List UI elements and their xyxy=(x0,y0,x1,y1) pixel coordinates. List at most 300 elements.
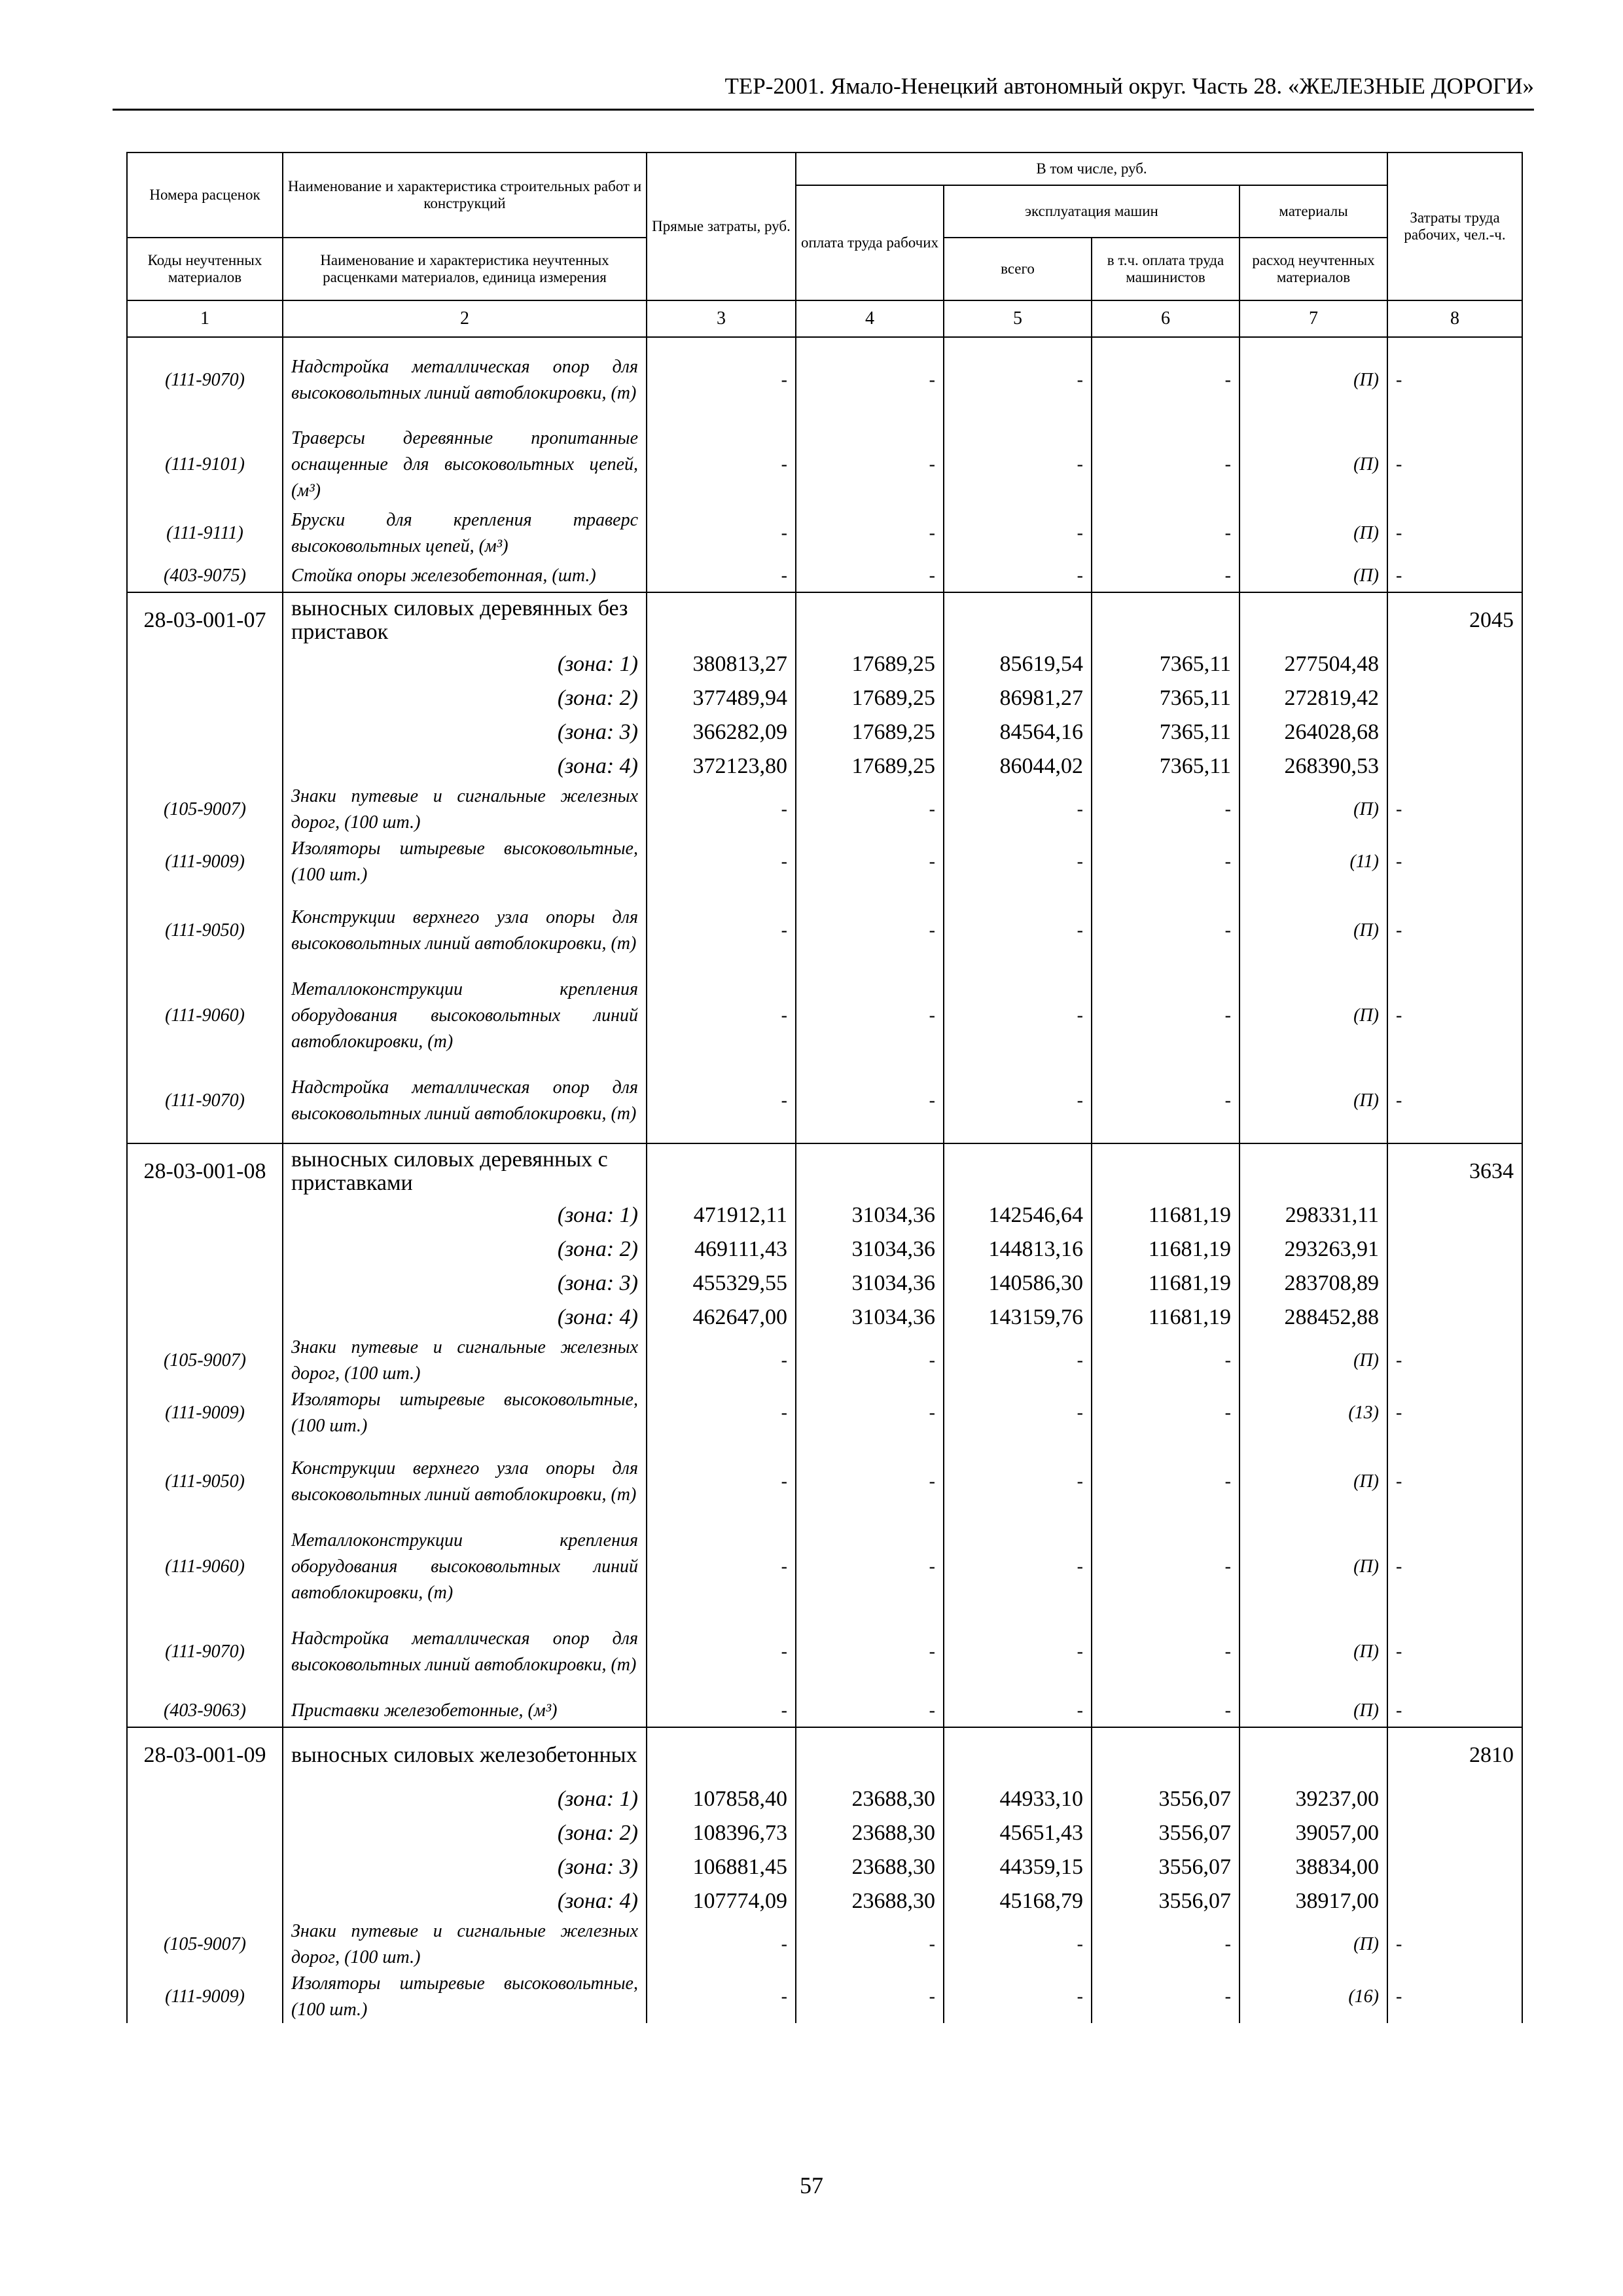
column-number: 6 xyxy=(1092,300,1240,337)
labor-costs-value: - xyxy=(1387,1387,1522,1439)
material-name: Конструкции верхнего узла опоры для высоковольтных линий автоблокировки, (т) xyxy=(283,1439,647,1524)
empty-cell xyxy=(647,1727,796,1782)
machinist-pay-value: 3556,07 xyxy=(1092,1884,1240,1918)
machinist-pay-value: - xyxy=(1092,337,1240,422)
zone-row xyxy=(127,1816,1522,1850)
direct-costs-value: - xyxy=(647,337,796,422)
material-consumption-value: 298331,11 xyxy=(1240,1198,1387,1232)
material-code: (111-9070) xyxy=(127,1058,283,1143)
machines-total-value: - xyxy=(944,1971,1092,2023)
empty-cell xyxy=(647,1143,796,1198)
direct-costs-value: 106881,45 xyxy=(647,1850,796,1884)
material-consumption-value: 39237,00 xyxy=(1240,1782,1387,1816)
worker-pay-value: - xyxy=(796,783,944,836)
direct-costs-value: - xyxy=(647,973,796,1058)
empty-cell xyxy=(1387,749,1522,783)
zone-row xyxy=(127,1850,1522,1884)
material-name: Металлоконструкции крепления оборудования высоковольтных линий автоблокировки, (т) xyxy=(283,973,647,1058)
material-name: Знаки путевые и сигнальные железных дорог, (100 шт.) xyxy=(283,783,647,836)
material-name: Изоляторы штыревые высоковольтные, (100 шт.) xyxy=(283,836,647,888)
worker-pay-value: 31034,36 xyxy=(796,1266,944,1300)
empty-cell xyxy=(796,1727,944,1782)
zone-label: (зона: 2) xyxy=(283,1816,647,1850)
material-row xyxy=(127,836,1522,888)
direct-costs-value: - xyxy=(647,1387,796,1439)
material-consumption-value: 277504,48 xyxy=(1240,647,1387,681)
material-row xyxy=(127,783,1522,836)
direct-costs-value: - xyxy=(647,1058,796,1143)
zone-label: (зона: 3) xyxy=(283,1266,647,1300)
direct-costs-value: - xyxy=(647,1971,796,2023)
direct-costs-value: - xyxy=(647,1439,796,1524)
labor-costs-value: - xyxy=(1387,560,1522,592)
empty-cell xyxy=(1387,1300,1522,1335)
material-name: Изоляторы штыревые высоковольтные, (100 шт.) xyxy=(283,1387,647,1439)
material-consumption-value: (П) xyxy=(1240,1524,1387,1609)
machinist-pay-value: - xyxy=(1092,1609,1240,1695)
empty-cell xyxy=(1387,1816,1522,1850)
labor-costs-value: - xyxy=(1387,1058,1522,1143)
empty-cell xyxy=(127,647,283,681)
machines-total-value: - xyxy=(944,1439,1092,1524)
direct-costs-value: 471912,11 xyxy=(647,1198,796,1232)
worker-pay-value: 23688,30 xyxy=(796,1850,944,1884)
machines-total-value: 45651,43 xyxy=(944,1816,1092,1850)
zone-row xyxy=(127,1266,1522,1300)
header-including: В том числе, руб. xyxy=(796,152,1387,185)
machines-total-value: 44359,15 xyxy=(944,1850,1092,1884)
zone-row xyxy=(127,1232,1522,1266)
material-row xyxy=(127,1695,1522,1727)
empty-cell xyxy=(1387,715,1522,749)
material-code: (105-9007) xyxy=(127,1335,283,1387)
machines-total-value: - xyxy=(944,1695,1092,1727)
worker-pay-value: - xyxy=(796,1918,944,1971)
material-name: Надстройка металлическая опор для высоковольтных линий автоблокировки, (т) xyxy=(283,1058,647,1143)
empty-cell xyxy=(944,1143,1092,1198)
header-labor-costs: Затраты труда рабочих, чел.-ч. xyxy=(1387,152,1522,300)
empty-cell xyxy=(127,1816,283,1850)
price-code: 28-03-001-09 xyxy=(127,1727,283,1782)
machines-total-value: 142546,64 xyxy=(944,1198,1092,1232)
empty-cell xyxy=(944,1727,1092,1782)
running-header: ТЕР-2001. Ямало-Ненецкий автономный округ. Часть 28. «ЖЕЛЕЗНЫЕ ДОРОГИ» xyxy=(113,73,1534,111)
machinist-pay-value: - xyxy=(1092,507,1240,560)
header-machine-operation: эксплуатация машин xyxy=(944,185,1240,238)
price-row xyxy=(127,1727,1522,1782)
worker-pay-value: 17689,25 xyxy=(796,715,944,749)
direct-costs-value: - xyxy=(647,888,796,973)
worker-pay-value: 31034,36 xyxy=(796,1198,944,1232)
worker-pay-value: - xyxy=(796,1524,944,1609)
material-row xyxy=(127,1524,1522,1609)
machines-total-value: 144813,16 xyxy=(944,1232,1092,1266)
price-code: 28-03-001-07 xyxy=(127,592,283,647)
zone-label: (зона: 3) xyxy=(283,715,647,749)
worker-pay-value: - xyxy=(796,560,944,592)
direct-costs-value: 107774,09 xyxy=(647,1884,796,1918)
zone-label: (зона: 3) xyxy=(283,1850,647,1884)
material-row xyxy=(127,337,1522,422)
header-work-name: Наименование и характеристика строительных работ и конструкций xyxy=(283,152,647,238)
worker-pay-value: - xyxy=(796,973,944,1058)
labor-costs-value: 2045 xyxy=(1387,592,1522,647)
material-consumption-value: 268390,53 xyxy=(1240,749,1387,783)
direct-costs-value: - xyxy=(647,560,796,592)
table-header xyxy=(127,152,1522,337)
machinist-pay-value: - xyxy=(1092,1439,1240,1524)
empty-cell xyxy=(1240,592,1387,647)
machines-total-value: - xyxy=(944,1918,1092,1971)
material-row xyxy=(127,1387,1522,1439)
column-number: 8 xyxy=(1387,300,1522,337)
machinist-pay-value: - xyxy=(1092,1524,1240,1609)
direct-costs-value: - xyxy=(647,507,796,560)
machinist-pay-value: 7365,11 xyxy=(1092,647,1240,681)
machines-total-value: 86981,27 xyxy=(944,681,1092,715)
machines-total-value: - xyxy=(944,560,1092,592)
material-consumption-value: 39057,00 xyxy=(1240,1816,1387,1850)
header-materials: материалы xyxy=(1240,185,1387,238)
worker-pay-value: - xyxy=(796,1609,944,1695)
worker-pay-value: - xyxy=(796,1335,944,1387)
material-code: (111-9111) xyxy=(127,507,283,560)
machines-total-value: - xyxy=(944,1387,1092,1439)
material-name: Знаки путевые и сигнальные железных дорог, (100 шт.) xyxy=(283,1335,647,1387)
zone-row xyxy=(127,1198,1522,1232)
material-row xyxy=(127,507,1522,560)
column-number: 2 xyxy=(283,300,647,337)
machines-total-value: 86044,02 xyxy=(944,749,1092,783)
material-name: Металлоконструкции крепления оборудования высоковольтных линий автоблокировки, (т) xyxy=(283,1524,647,1609)
price-code: 28-03-001-08 xyxy=(127,1143,283,1198)
machines-total-value: - xyxy=(944,337,1092,422)
material-row xyxy=(127,1335,1522,1387)
machines-total-value: - xyxy=(944,507,1092,560)
labor-costs-value: - xyxy=(1387,507,1522,560)
empty-cell xyxy=(1240,1143,1387,1198)
material-consumption-value: (13) xyxy=(1240,1387,1387,1439)
empty-cell xyxy=(1092,1143,1240,1198)
material-name: Приставки железобетонные, (м³) xyxy=(283,1695,647,1727)
material-code: (111-9009) xyxy=(127,836,283,888)
empty-cell xyxy=(127,1300,283,1335)
header-price-number: Номера расценок xyxy=(127,152,283,238)
labor-costs-value: - xyxy=(1387,1524,1522,1609)
price-work-name: выносных силовых железобетонных xyxy=(283,1727,647,1782)
empty-cell xyxy=(1387,681,1522,715)
material-consumption-value: (П) xyxy=(1240,1335,1387,1387)
material-consumption-value: 38834,00 xyxy=(1240,1850,1387,1884)
worker-pay-value: - xyxy=(796,888,944,973)
empty-cell xyxy=(647,592,796,647)
machinist-pay-value: - xyxy=(1092,422,1240,507)
column-number: 4 xyxy=(796,300,944,337)
empty-cell xyxy=(1387,1782,1522,1816)
labor-costs-value: - xyxy=(1387,783,1522,836)
machinist-pay-value: - xyxy=(1092,1335,1240,1387)
machinist-pay-value: 11681,19 xyxy=(1092,1198,1240,1232)
machines-total-value: 84564,16 xyxy=(944,715,1092,749)
material-consumption-value: 283708,89 xyxy=(1240,1266,1387,1300)
direct-costs-value: 380813,27 xyxy=(647,647,796,681)
material-consumption-value: (П) xyxy=(1240,1058,1387,1143)
machines-total-value: - xyxy=(944,783,1092,836)
labor-costs-value: - xyxy=(1387,1971,1522,2023)
machines-total-value: - xyxy=(944,973,1092,1058)
empty-cell xyxy=(1387,1850,1522,1884)
zone-row xyxy=(127,1884,1522,1918)
material-row xyxy=(127,1971,1522,2023)
header-direct-costs: Прямые затраты, руб. xyxy=(647,152,796,300)
direct-costs-value: 455329,55 xyxy=(647,1266,796,1300)
labor-costs-value: - xyxy=(1387,888,1522,973)
header-machines-total: всего xyxy=(944,238,1092,300)
price-row xyxy=(127,592,1522,647)
material-consumption-value: (П) xyxy=(1240,337,1387,422)
zone-label: (зона: 2) xyxy=(283,681,647,715)
direct-costs-value: 462647,00 xyxy=(647,1300,796,1335)
price-table xyxy=(126,152,1523,2023)
material-code: (105-9007) xyxy=(127,1918,283,1971)
column-number: 1 xyxy=(127,300,283,337)
material-code: (111-9070) xyxy=(127,337,283,422)
material-consumption-value: 264028,68 xyxy=(1240,715,1387,749)
machines-total-value: 44933,10 xyxy=(944,1782,1092,1816)
material-code: (111-9101) xyxy=(127,422,283,507)
machines-total-value: - xyxy=(944,1609,1092,1695)
labor-costs-value: - xyxy=(1387,1335,1522,1387)
direct-costs-value: 377489,94 xyxy=(647,681,796,715)
material-row xyxy=(127,973,1522,1058)
direct-costs-value: 469111,43 xyxy=(647,1232,796,1266)
empty-cell xyxy=(127,1266,283,1300)
empty-cell xyxy=(127,1850,283,1884)
direct-costs-value: - xyxy=(647,1918,796,1971)
material-name: Стойка опоры железобетонная, (шт.) xyxy=(283,560,647,592)
material-code: (111-9050) xyxy=(127,888,283,973)
column-number: 5 xyxy=(944,300,1092,337)
material-code: (111-9009) xyxy=(127,1971,283,2023)
empty-cell xyxy=(127,1884,283,1918)
machines-total-value: - xyxy=(944,836,1092,888)
empty-cell xyxy=(1387,1884,1522,1918)
machinist-pay-value: 11681,19 xyxy=(1092,1266,1240,1300)
machines-total-value: 143159,76 xyxy=(944,1300,1092,1335)
worker-pay-value: 31034,36 xyxy=(796,1232,944,1266)
worker-pay-value: - xyxy=(796,836,944,888)
header-machinist-pay: в т.ч. оплата труда машинистов xyxy=(1092,238,1240,300)
material-row xyxy=(127,888,1522,973)
material-row xyxy=(127,560,1522,592)
direct-costs-value: - xyxy=(647,1609,796,1695)
material-consumption-value: (П) xyxy=(1240,973,1387,1058)
zone-row xyxy=(127,647,1522,681)
labor-costs-value: - xyxy=(1387,1609,1522,1695)
zone-row xyxy=(127,1300,1522,1335)
zone-row xyxy=(127,715,1522,749)
direct-costs-value: - xyxy=(647,1695,796,1727)
material-consumption-value: (П) xyxy=(1240,560,1387,592)
material-code: (403-9075) xyxy=(127,560,283,592)
empty-cell xyxy=(796,592,944,647)
material-consumption-value: (П) xyxy=(1240,1609,1387,1695)
empty-cell xyxy=(1092,592,1240,647)
worker-pay-value: - xyxy=(796,422,944,507)
material-consumption-value: (П) xyxy=(1240,783,1387,836)
zone-label: (зона: 4) xyxy=(283,749,647,783)
material-code: (105-9007) xyxy=(127,783,283,836)
material-consumption-value: (П) xyxy=(1240,1918,1387,1971)
worker-pay-value: - xyxy=(796,1058,944,1143)
labor-costs-value: - xyxy=(1387,422,1522,507)
machines-total-value: 85619,54 xyxy=(944,647,1092,681)
material-code: (111-9070) xyxy=(127,1609,283,1695)
machinist-pay-value: - xyxy=(1092,973,1240,1058)
worker-pay-value: 17689,25 xyxy=(796,647,944,681)
direct-costs-value: - xyxy=(647,1524,796,1609)
table-body xyxy=(127,337,1522,2023)
worker-pay-value: 17689,25 xyxy=(796,749,944,783)
direct-costs-value: - xyxy=(647,1335,796,1387)
machinist-pay-value: 7365,11 xyxy=(1092,681,1240,715)
material-consumption-value: 38917,00 xyxy=(1240,1884,1387,1918)
zone-label: (зона: 1) xyxy=(283,1782,647,1816)
direct-costs-value: - xyxy=(647,422,796,507)
worker-pay-value: 31034,36 xyxy=(796,1300,944,1335)
labor-costs-value: 3634 xyxy=(1387,1143,1522,1198)
machinist-pay-value: 11681,19 xyxy=(1092,1300,1240,1335)
empty-cell xyxy=(127,1782,283,1816)
labor-costs-value: - xyxy=(1387,1695,1522,1727)
machinist-pay-value: 7365,11 xyxy=(1092,749,1240,783)
empty-cell xyxy=(1387,647,1522,681)
machines-total-value: - xyxy=(944,1524,1092,1609)
machines-total-value: - xyxy=(944,422,1092,507)
page-number: 57 xyxy=(800,2172,823,2198)
empty-cell xyxy=(127,749,283,783)
direct-costs-value: 107858,40 xyxy=(647,1782,796,1816)
zone-label: (зона: 1) xyxy=(283,647,647,681)
material-consumption-value: 272819,42 xyxy=(1240,681,1387,715)
labor-costs-value: - xyxy=(1387,337,1522,422)
material-consumption-value: (16) xyxy=(1240,1971,1387,2023)
machines-total-value: - xyxy=(944,888,1092,973)
empty-cell xyxy=(944,592,1092,647)
direct-costs-value: - xyxy=(647,836,796,888)
machines-total-value: - xyxy=(944,1058,1092,1143)
empty-cell xyxy=(1092,1727,1240,1782)
empty-cell xyxy=(127,715,283,749)
machinist-pay-value: 3556,07 xyxy=(1092,1782,1240,1816)
worker-pay-value: 17689,25 xyxy=(796,681,944,715)
material-consumption-value: (П) xyxy=(1240,1439,1387,1524)
machines-total-value: - xyxy=(944,1335,1092,1387)
zone-label: (зона: 4) xyxy=(283,1884,647,1918)
zone-label: (зона: 1) xyxy=(283,1198,647,1232)
machinist-pay-value: 11681,19 xyxy=(1092,1232,1240,1266)
empty-cell xyxy=(1387,1198,1522,1232)
worker-pay-value: - xyxy=(796,1971,944,2023)
material-consumption-value: (П) xyxy=(1240,507,1387,560)
column-number: 7 xyxy=(1240,300,1387,337)
machinist-pay-value: - xyxy=(1092,1695,1240,1727)
material-code: (403-9063) xyxy=(127,1695,283,1727)
header-material-consumption: расход неучтенных материалов xyxy=(1240,238,1387,300)
material-consumption-value: (П) xyxy=(1240,1695,1387,1727)
machinist-pay-value: - xyxy=(1092,1971,1240,2023)
empty-cell xyxy=(1387,1266,1522,1300)
material-row xyxy=(127,1439,1522,1524)
machinist-pay-value: - xyxy=(1092,783,1240,836)
labor-costs-value: - xyxy=(1387,973,1522,1058)
zone-row xyxy=(127,1782,1522,1816)
worker-pay-value: - xyxy=(796,337,944,422)
material-name: Надстройка металлическая опор для высоковольтных линий автоблокировки, (т) xyxy=(283,337,647,422)
worker-pay-value: - xyxy=(796,507,944,560)
material-code: (111-9009) xyxy=(127,1387,283,1439)
machinist-pay-value: - xyxy=(1092,888,1240,973)
labor-costs-value: 2810 xyxy=(1387,1727,1522,1782)
material-consumption-value: (П) xyxy=(1240,422,1387,507)
zone-row xyxy=(127,749,1522,783)
machinist-pay-value: - xyxy=(1092,1058,1240,1143)
machinist-pay-value: 7365,11 xyxy=(1092,715,1240,749)
column-number: 3 xyxy=(647,300,796,337)
worker-pay-value: - xyxy=(796,1439,944,1524)
material-name: Траверсы деревянные пропитанные оснащенные для высоковольтных цепей, (м³) xyxy=(283,422,647,507)
zone-label: (зона: 4) xyxy=(283,1300,647,1335)
material-row xyxy=(127,1058,1522,1143)
price-row xyxy=(127,1143,1522,1198)
direct-costs-value: 108396,73 xyxy=(647,1816,796,1850)
worker-pay-value: 23688,30 xyxy=(796,1884,944,1918)
empty-cell xyxy=(1387,1232,1522,1266)
empty-cell xyxy=(127,681,283,715)
header-worker-pay: оплата труда рабочих xyxy=(796,185,944,300)
material-name: Изоляторы штыревые высоковольтные, (100 шт.) xyxy=(283,1971,647,2023)
material-name: Бруски для крепления траверс высоковольтных цепей, (м³) xyxy=(283,507,647,560)
worker-pay-value: - xyxy=(796,1387,944,1439)
machinist-pay-value: 3556,07 xyxy=(1092,1816,1240,1850)
material-name: Знаки путевые и сигнальные железных дорог, (100 шт.) xyxy=(283,1918,647,1971)
material-row xyxy=(127,1918,1522,1971)
direct-costs-value: 366282,09 xyxy=(647,715,796,749)
material-code: (111-9050) xyxy=(127,1439,283,1524)
worker-pay-value: - xyxy=(796,1695,944,1727)
zone-row xyxy=(127,681,1522,715)
machinist-pay-value: - xyxy=(1092,1918,1240,1971)
material-name: Надстройка металлическая опор для высоковольтных линий автоблокировки, (т) xyxy=(283,1609,647,1695)
worker-pay-value: 23688,30 xyxy=(796,1782,944,1816)
zone-label: (зона: 2) xyxy=(283,1232,647,1266)
machinist-pay-value: - xyxy=(1092,836,1240,888)
machines-total-value: 45168,79 xyxy=(944,1884,1092,1918)
labor-costs-value: - xyxy=(1387,836,1522,888)
machinist-pay-value: 3556,07 xyxy=(1092,1850,1240,1884)
labor-costs-value: - xyxy=(1387,1439,1522,1524)
material-consumption-value: (П) xyxy=(1240,888,1387,973)
material-code: (111-9060) xyxy=(127,1524,283,1609)
header-material-codes: Коды неучтенных материалов xyxy=(127,238,283,300)
empty-cell xyxy=(127,1232,283,1266)
direct-costs-value: - xyxy=(647,783,796,836)
labor-costs-value: - xyxy=(1387,1918,1522,1971)
machines-total-value: 140586,30 xyxy=(944,1266,1092,1300)
machinist-pay-value: - xyxy=(1092,1387,1240,1439)
empty-cell xyxy=(127,1198,283,1232)
material-row xyxy=(127,1609,1522,1695)
